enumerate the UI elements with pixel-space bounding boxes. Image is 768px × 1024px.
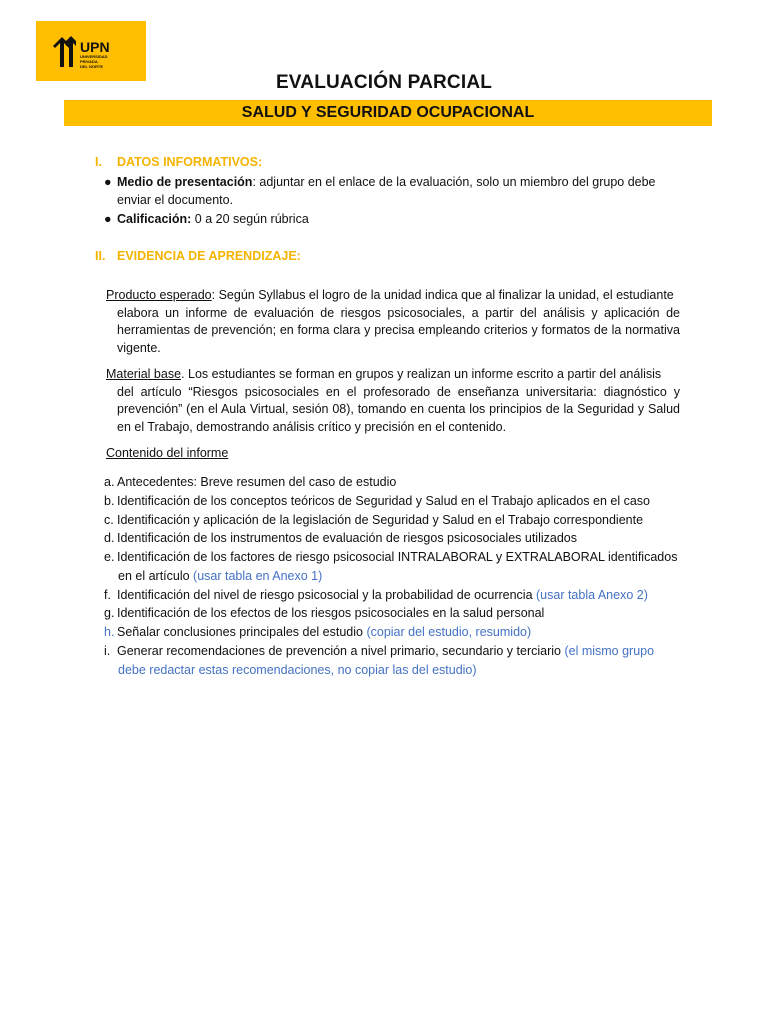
logo-line3: DEL NORTE xyxy=(80,64,104,69)
logo-line1: UNIVERSIDAD xyxy=(80,54,108,59)
bullet-dot-icon: ● xyxy=(104,175,112,189)
list-item xyxy=(104,586,684,605)
list-item-letter: d. xyxy=(104,531,115,545)
producto-esperado-label: Producto esperado xyxy=(106,288,212,302)
list-item-letter: g. xyxy=(104,606,115,620)
producto-esperado-text: : Según Syllabus el logro de la unidad indica que al finalizar la unidad, el estudiante xyxy=(211,288,674,302)
section-2-heading xyxy=(95,249,301,263)
material-base-paragraph xyxy=(106,366,680,436)
list-item-text: Identificación de los efectos de los riesgos psicosociales en la salud personal xyxy=(117,606,545,620)
list-item-text: Antecedentes: Breve resumen del caso de estudio xyxy=(117,475,397,489)
list-item-letter: a. xyxy=(104,475,115,489)
list-item xyxy=(104,623,684,642)
bullet-medio-continuation: enviar el documento. xyxy=(117,193,234,207)
list-item xyxy=(104,604,684,623)
producto-esperado-paragraph xyxy=(106,287,680,357)
bullet-calificacion xyxy=(104,210,309,229)
material-base-continuation: del artículo “Riesgos psicosociales en el profesorado de enseñanza universitaria: diagnóstico y prevención” (en el Aula Virtual, sesión 08), tomando en cuenta los principios de la Seguridad y Salud en el Trabajo, demostrando análisis crítico y precisión en el contenido. xyxy=(117,384,680,434)
bullet-dot-icon: ● xyxy=(104,212,112,226)
list-item xyxy=(104,492,684,511)
list-item-note: (copiar del estudio, resumido) xyxy=(366,625,532,639)
section-1-number: I. xyxy=(95,155,102,169)
list-item-text: Identificación de los conceptos teóricos de Seguridad y Salud en el Trabajo aplicados en el caso xyxy=(117,494,650,508)
list-item xyxy=(104,511,684,530)
bullet-medio-text: : adjuntar en el enlace de la evaluación, solo un miembro del grupo debe xyxy=(252,175,656,189)
section-2-number: II. xyxy=(95,249,106,263)
list-item-continuation: en el artículo xyxy=(118,568,194,583)
list-item-letter: h. xyxy=(104,625,115,639)
contenido-informe-label: Contenido del informe xyxy=(106,446,229,460)
list-item-note: (el mismo grupo xyxy=(564,644,655,658)
bullet-calificacion-text: 0 a 20 según rúbrica xyxy=(191,212,309,226)
subject-banner xyxy=(64,100,712,126)
list-item xyxy=(104,529,684,548)
list-item-letter: c. xyxy=(104,513,114,527)
list-item-text: Identificación de los factores de riesgo psicosocial INTRALABORAL y EXTRALABORAL identificados xyxy=(117,550,678,564)
list-item-text: Identificación y aplicación de la legislación de Seguridad y Salud en el Trabajo correspondiente xyxy=(117,513,644,527)
list-item-text: Identificación de los instrumentos de evaluación de riesgos psicosociales utilizados xyxy=(117,531,577,545)
list-item-letter: f. xyxy=(104,588,111,602)
list-item-letter: e. xyxy=(104,550,115,564)
bullet-calificacion-label: Calificación: xyxy=(117,212,192,226)
section-1-title: DATOS INFORMATIVOS: xyxy=(117,155,263,169)
list-item-text: Señalar conclusiones principales del estudio xyxy=(117,625,367,639)
section-2-title: EVIDENCIA DE APRENDIZAJE: xyxy=(117,249,301,263)
bullet-medio xyxy=(104,173,656,192)
list-item-letter: i. xyxy=(104,644,111,658)
list-item-text: Identificación del nivel de riesgo psicosocial y la probabilidad de ocurrencia xyxy=(117,588,536,602)
list-item-text: Generar recomendaciones de prevención a nivel primario, secundario y terciario xyxy=(117,644,565,658)
logo-brand: UPN xyxy=(80,39,110,55)
logo-line2: PRIVADA xyxy=(80,59,98,64)
subject-title: SALUD Y SEGURIDAD OCUPACIONAL xyxy=(241,104,535,121)
producto-esperado-continuation: elabora un informe de evaluación de riesgos psicosociales, a partir del análisis y aplicación de herramientas de prevención; en forma clara y precisa empleando criterios y formatos de la normativa vigente. xyxy=(117,305,680,355)
bullet-medio-label: Medio de presentación xyxy=(117,175,253,189)
material-base-text: . Los estudiantes se forman en grupos y realizan un informe escrito a partir del análisis xyxy=(181,367,662,381)
section-1-heading xyxy=(95,155,262,169)
document-title: EVALUACIÓN PARCIAL xyxy=(275,72,493,93)
list-item xyxy=(104,473,684,492)
list-item-letter: b. xyxy=(104,494,115,508)
list-item-note-continuation: debe redactar estas recomendaciones, no copiar las del estudio) xyxy=(118,662,477,677)
list-item-note: (usar tabla Anexo 2) xyxy=(536,588,648,602)
list-item xyxy=(104,548,684,585)
material-base-label: Material base xyxy=(106,367,182,381)
list-item xyxy=(104,642,684,679)
list-item-note: (usar tabla en Anexo 1) xyxy=(193,568,323,583)
